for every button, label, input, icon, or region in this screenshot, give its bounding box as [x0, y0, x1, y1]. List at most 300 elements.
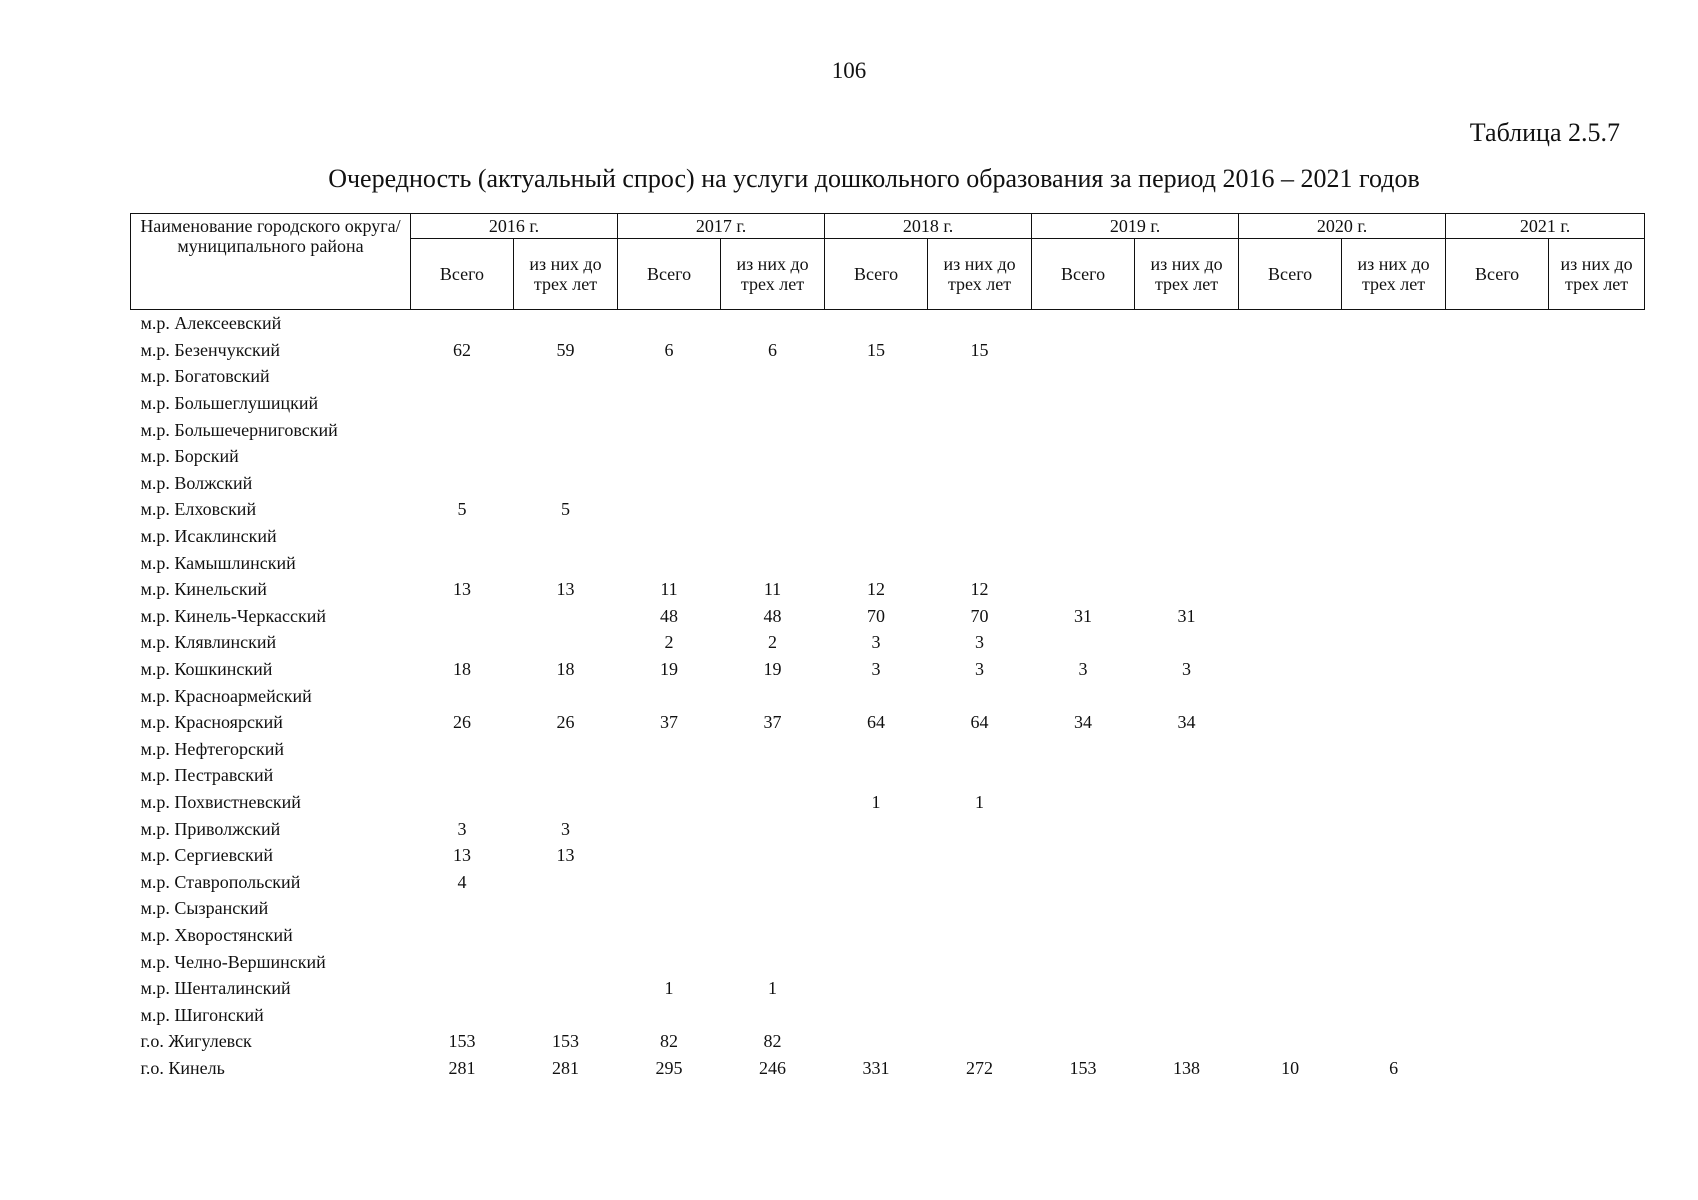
- table-row: [131, 470, 1645, 497]
- under-three-cell: 18: [556, 659, 575, 680]
- total-cell: [1032, 629, 1135, 656]
- under-three-cell: [928, 762, 1032, 789]
- under-three-cell: [1342, 416, 1446, 443]
- under-three-cell: [1135, 443, 1239, 470]
- under-three-cell: [1549, 895, 1645, 922]
- district-name: м.р. Кинель-Черкасский: [140, 605, 326, 626]
- total-cell: 34: [1074, 712, 1093, 733]
- table-row: [131, 815, 1645, 842]
- total-cell: [1446, 656, 1549, 683]
- under-three-cell: [1342, 629, 1446, 656]
- table-row: [131, 576, 1645, 603]
- table-row: [131, 363, 1645, 390]
- table-row: [131, 1055, 1645, 1082]
- under-three-cell: [1549, 470, 1645, 497]
- under-three-cell: [1549, 1028, 1645, 1055]
- under-three-cell: [928, 416, 1032, 443]
- total-cell: 13: [453, 579, 471, 600]
- district-name: м.р. Хворостянский: [140, 924, 293, 945]
- total-cell: [1446, 496, 1549, 523]
- total-cell: [1446, 868, 1549, 895]
- total-cell: 281: [448, 1057, 476, 1078]
- total-cell: 82: [660, 1031, 679, 1052]
- under-three-cell: [1549, 868, 1645, 895]
- total-cell: [411, 310, 514, 337]
- under-three-cell: [1342, 1028, 1446, 1055]
- total-cell: [618, 682, 721, 709]
- under-three-cell: [1549, 948, 1645, 975]
- under-three-cell: [1135, 470, 1239, 497]
- total-cell: [618, 523, 721, 550]
- under-three-cell: [721, 922, 825, 949]
- under-three-cell: 153: [552, 1031, 579, 1052]
- under-three-cell: [1342, 337, 1446, 364]
- table-row: [131, 948, 1645, 975]
- total-cell: [411, 682, 514, 709]
- total-cell: [618, 470, 721, 497]
- district-name: м.р. Приволжский: [140, 818, 281, 839]
- district-name: м.р. Кошкинский: [140, 659, 273, 680]
- year-header: 2018 г.: [825, 214, 1032, 239]
- total-cell: [1239, 922, 1342, 949]
- under-three-cell: [721, 842, 825, 869]
- total-cell: [1239, 390, 1342, 417]
- total-cell: [618, 736, 721, 763]
- under-three-cell: [1342, 656, 1446, 683]
- district-name: м.р. Пестравский: [140, 765, 274, 786]
- under-three-cell: [1549, 842, 1645, 869]
- total-cell: [411, 629, 514, 656]
- under-three-cell: [1135, 842, 1239, 869]
- total-cell: [411, 416, 514, 443]
- total-cell: [825, 948, 928, 975]
- table-row: [131, 656, 1645, 683]
- under-three-cell: [1549, 682, 1645, 709]
- under-three-cell: [1342, 709, 1446, 736]
- total-cell: [1032, 390, 1135, 417]
- under-three-cell: [928, 682, 1032, 709]
- total-cell: [1446, 470, 1549, 497]
- total-cell: [1446, 1028, 1549, 1055]
- under-three-cell: [1135, 629, 1239, 656]
- table-row: [131, 922, 1645, 949]
- under-three-cell: [1342, 576, 1446, 603]
- under-three-cell: [1549, 310, 1645, 337]
- total-cell: [411, 549, 514, 576]
- total-cell: [1032, 736, 1135, 763]
- total-cell: [825, 470, 928, 497]
- total-cell: [825, 868, 928, 895]
- under-three-cell: [1549, 922, 1645, 949]
- total-cell: [1239, 789, 1342, 816]
- under-three-cell: [1549, 1055, 1645, 1082]
- total-cell: [1446, 895, 1549, 922]
- under-three-cell: [1549, 975, 1645, 1002]
- total-cell: [618, 842, 721, 869]
- under-three-cell: [1135, 390, 1239, 417]
- total-cell: [618, 310, 721, 337]
- total-cell: [411, 789, 514, 816]
- under-three-cell: [1549, 815, 1645, 842]
- total-cell: [825, 523, 928, 550]
- under-three-cell: [1342, 470, 1446, 497]
- under-three-cell: [721, 1001, 825, 1028]
- total-cell: [1032, 1028, 1135, 1055]
- under-three-cell: 19: [763, 659, 782, 680]
- district-name: м.р. Алексеевский: [140, 313, 282, 334]
- total-cell: [1032, 470, 1135, 497]
- total-cell: [618, 549, 721, 576]
- total-cell: [1446, 709, 1549, 736]
- under-three-cell: [721, 363, 825, 390]
- under-three-cell: [928, 1001, 1032, 1028]
- under-three-cell: [1135, 523, 1239, 550]
- total-cell: [1446, 576, 1549, 603]
- under-three-cell: [1549, 496, 1645, 523]
- district-name: м.р. Исаклинский: [140, 526, 277, 547]
- total-cell: [825, 363, 928, 390]
- total-cell: 1: [871, 791, 881, 812]
- under-three-cell: [1342, 443, 1446, 470]
- total-cell: [618, 416, 721, 443]
- total-cell: [1239, 1001, 1342, 1028]
- total-cell: 1: [664, 978, 674, 999]
- total-cell: [1032, 789, 1135, 816]
- under-three-cell: [1549, 523, 1645, 550]
- total-cell: [1239, 310, 1342, 337]
- table-row: [131, 736, 1645, 763]
- under-three-cell: 281: [552, 1057, 579, 1078]
- under-three-cell: 246: [759, 1057, 787, 1078]
- total-cell: 19: [660, 659, 679, 680]
- under-three-header: из них до трех лет: [514, 239, 618, 310]
- total-cell: 2: [664, 632, 674, 653]
- under-three-cell: [1135, 922, 1239, 949]
- total-cell: [1239, 842, 1342, 869]
- under-three-cell: 48: [763, 605, 782, 626]
- under-three-cell: [514, 762, 618, 789]
- under-three-cell: 3: [975, 632, 985, 653]
- under-three-cell: [928, 895, 1032, 922]
- total-cell: 64: [867, 712, 886, 733]
- total-cell: [411, 443, 514, 470]
- total-cell: [618, 496, 721, 523]
- under-three-cell: [514, 922, 618, 949]
- under-three-cell: [514, 736, 618, 763]
- total-cell: [1446, 736, 1549, 763]
- under-three-cell: [721, 762, 825, 789]
- under-three-cell: 64: [970, 712, 989, 733]
- under-three-cell: [1342, 815, 1446, 842]
- under-three-cell: [928, 842, 1032, 869]
- under-three-cell: [928, 310, 1032, 337]
- year-header: 2019 г.: [1032, 214, 1239, 239]
- total-cell: [1032, 523, 1135, 550]
- total-cell: [1239, 337, 1342, 364]
- total-cell: [1032, 762, 1135, 789]
- total-cell: 31: [1074, 605, 1093, 626]
- total-cell: [1032, 868, 1135, 895]
- district-name: г.о. Кинель: [140, 1057, 225, 1078]
- total-cell: [825, 390, 928, 417]
- under-three-cell: 13: [556, 579, 575, 600]
- under-three-cell: [1342, 523, 1446, 550]
- under-three-cell: [514, 868, 618, 895]
- under-three-cell: [721, 736, 825, 763]
- total-cell: [1032, 363, 1135, 390]
- district-name: м.р. Сызранский: [140, 898, 269, 919]
- total-cell: [1032, 895, 1135, 922]
- under-three-cell: 1: [768, 978, 778, 999]
- under-three-cell: [1549, 1001, 1645, 1028]
- total-cell: [1239, 470, 1342, 497]
- district-name: м.р. Волжский: [140, 472, 253, 493]
- under-three-cell: [1549, 656, 1645, 683]
- total-cell: [825, 310, 928, 337]
- total-cell: [1239, 603, 1342, 630]
- total-cell: 6: [664, 339, 674, 360]
- under-three-cell: [1342, 762, 1446, 789]
- total-cell: [1239, 496, 1342, 523]
- under-three-cell: [514, 390, 618, 417]
- total-cell: [411, 523, 514, 550]
- under-three-cell: [1135, 363, 1239, 390]
- under-three-cell: [1135, 1028, 1239, 1055]
- table-row: [131, 629, 1645, 656]
- under-three-cell: [721, 895, 825, 922]
- table-row: [131, 682, 1645, 709]
- total-cell: [411, 948, 514, 975]
- total-cell: [1239, 948, 1342, 975]
- under-three-header: из них до трех лет: [1549, 239, 1645, 310]
- district-name: м.р. Большеглушицкий: [140, 393, 319, 414]
- under-three-cell: [1549, 629, 1645, 656]
- under-three-cell: 3: [561, 818, 570, 839]
- total-cell: [1239, 363, 1342, 390]
- total-cell: [411, 603, 514, 630]
- under-three-cell: [514, 895, 618, 922]
- total-cell: [1032, 496, 1135, 523]
- under-three-cell: [721, 443, 825, 470]
- total-cell: [825, 549, 928, 576]
- total-cell: [1239, 815, 1342, 842]
- under-three-cell: [1342, 549, 1446, 576]
- under-three-cell: 12: [970, 579, 989, 600]
- total-cell: [1032, 310, 1135, 337]
- total-cell: [1446, 815, 1549, 842]
- table-row: [131, 390, 1645, 417]
- table-row: [131, 1028, 1645, 1055]
- under-three-cell: 13: [556, 845, 575, 866]
- total-header: Всего: [825, 239, 928, 310]
- under-three-cell: 70: [970, 605, 989, 626]
- district-name: г.о. Жигулевск: [140, 1031, 252, 1052]
- total-cell: 295: [655, 1057, 683, 1078]
- total-cell: [825, 842, 928, 869]
- under-three-cell: [1135, 337, 1239, 364]
- under-three-cell: [1135, 1001, 1239, 1028]
- under-three-cell: [1135, 576, 1239, 603]
- total-cell: [1032, 815, 1135, 842]
- district-name: м.р. Безенчукский: [140, 339, 281, 360]
- total-cell: [1446, 1001, 1549, 1028]
- table-title: Очередность (актуальный спрос) на услуги дошкольного образования за период 2016 – 2021 годов: [328, 164, 1420, 193]
- under-three-cell: [1135, 975, 1239, 1002]
- under-three-cell: [1342, 603, 1446, 630]
- under-three-cell: [1135, 868, 1239, 895]
- total-cell: [1446, 629, 1549, 656]
- under-three-cell: [928, 1028, 1032, 1055]
- district-name: м.р. Красноярский: [140, 712, 283, 733]
- total-cell: 13: [453, 845, 471, 866]
- under-three-cell: [514, 948, 618, 975]
- district-name: м.р. Борский: [140, 446, 239, 467]
- table-body: [131, 310, 1645, 1082]
- under-three-cell: 3: [975, 659, 985, 680]
- total-cell: 62: [453, 339, 471, 360]
- under-three-cell: [928, 975, 1032, 1002]
- year-header: 2017 г.: [618, 214, 825, 239]
- table-header: [131, 214, 1645, 310]
- total-cell: [411, 762, 514, 789]
- total-cell: 11: [660, 579, 678, 600]
- under-three-cell: [1549, 736, 1645, 763]
- total-cell: [618, 789, 721, 816]
- total-cell: [1446, 310, 1549, 337]
- under-three-cell: 2: [768, 632, 778, 653]
- total-header: Всего: [618, 239, 721, 310]
- total-cell: [411, 895, 514, 922]
- total-cell: [1032, 337, 1135, 364]
- total-cell: [1239, 975, 1342, 1002]
- total-cell: 18: [453, 659, 471, 680]
- total-cell: [618, 895, 721, 922]
- table-row: [131, 549, 1645, 576]
- year-header: 2016 г.: [411, 214, 618, 239]
- under-three-cell: [1549, 576, 1645, 603]
- under-three-cell: 59: [556, 339, 575, 360]
- total-cell: [618, 815, 721, 842]
- under-three-cell: [1135, 948, 1239, 975]
- total-cell: [1239, 868, 1342, 895]
- table-label: Таблица 2.5.7: [1469, 118, 1620, 147]
- under-three-cell: 37: [763, 712, 782, 733]
- table-row: [131, 762, 1645, 789]
- under-three-cell: [514, 603, 618, 630]
- total-cell: [618, 363, 721, 390]
- under-three-cell: [1135, 895, 1239, 922]
- total-cell: [1032, 576, 1135, 603]
- under-three-cell: [514, 789, 618, 816]
- under-three-cell: [1342, 922, 1446, 949]
- total-cell: [1032, 948, 1135, 975]
- under-three-header: из них до трех лет: [928, 239, 1032, 310]
- total-cell: [1446, 363, 1549, 390]
- under-three-cell: [1549, 709, 1645, 736]
- district-name: м.р. Большечерниговский: [140, 419, 338, 440]
- total-cell: [825, 922, 928, 949]
- under-three-cell: [1135, 416, 1239, 443]
- under-three-cell: 6: [768, 339, 778, 360]
- total-cell: 37: [660, 712, 679, 733]
- under-three-cell: [721, 310, 825, 337]
- total-cell: [1239, 549, 1342, 576]
- total-cell: [411, 390, 514, 417]
- total-cell: 15: [867, 339, 886, 360]
- under-three-cell: [1342, 390, 1446, 417]
- total-cell: [1446, 948, 1549, 975]
- total-cell: [1239, 416, 1342, 443]
- district-name: м.р. Сергиевский: [140, 845, 274, 866]
- total-cell: [1032, 682, 1135, 709]
- under-three-cell: [721, 470, 825, 497]
- total-cell: [618, 443, 721, 470]
- under-three-cell: [928, 948, 1032, 975]
- under-three-cell: [1342, 682, 1446, 709]
- under-three-cell: 26: [556, 712, 575, 733]
- under-three-cell: [721, 868, 825, 895]
- under-three-cell: [1342, 868, 1446, 895]
- under-three-cell: [1135, 496, 1239, 523]
- total-cell: 12: [867, 579, 886, 600]
- total-cell: [1446, 842, 1549, 869]
- under-three-cell: [514, 1001, 618, 1028]
- under-three-cell: [514, 682, 618, 709]
- under-three-cell: [1342, 736, 1446, 763]
- total-cell: [1446, 603, 1549, 630]
- total-cell: [618, 762, 721, 789]
- total-cell: [1239, 656, 1342, 683]
- under-three-cell: [1549, 789, 1645, 816]
- table-row: [131, 416, 1645, 443]
- total-cell: [411, 922, 514, 949]
- district-name: м.р. Нефтегорский: [140, 738, 285, 759]
- district-name: м.р. Богатовский: [140, 366, 270, 387]
- district-name: м.р. Елховский: [140, 499, 257, 520]
- total-cell: 26: [453, 712, 471, 733]
- total-cell: [825, 975, 928, 1002]
- total-cell: [411, 736, 514, 763]
- table-row: [131, 603, 1645, 630]
- total-cell: [1239, 576, 1342, 603]
- total-cell: [825, 416, 928, 443]
- under-three-cell: [928, 523, 1032, 550]
- under-three-cell: [721, 789, 825, 816]
- under-three-cell: [928, 815, 1032, 842]
- total-cell: [1032, 922, 1135, 949]
- total-cell: [825, 736, 928, 763]
- district-name: м.р. Шенталинский: [140, 978, 291, 999]
- table-row: [131, 310, 1645, 337]
- total-cell: [1446, 443, 1549, 470]
- under-three-cell: [928, 443, 1032, 470]
- total-cell: [618, 390, 721, 417]
- under-three-cell: 6: [1389, 1057, 1399, 1078]
- total-cell: [1239, 736, 1342, 763]
- under-three-cell: [1549, 337, 1645, 364]
- total-cell: [618, 868, 721, 895]
- total-cell: [1032, 1001, 1135, 1028]
- total-cell: [825, 443, 928, 470]
- total-cell: [1239, 443, 1342, 470]
- year-header: 2021 г.: [1446, 214, 1645, 239]
- under-three-cell: [1135, 815, 1239, 842]
- total-header: Всего: [411, 239, 514, 310]
- total-cell: [825, 496, 928, 523]
- under-three-cell: [721, 682, 825, 709]
- total-cell: [618, 1001, 721, 1028]
- under-three-cell: [1549, 443, 1645, 470]
